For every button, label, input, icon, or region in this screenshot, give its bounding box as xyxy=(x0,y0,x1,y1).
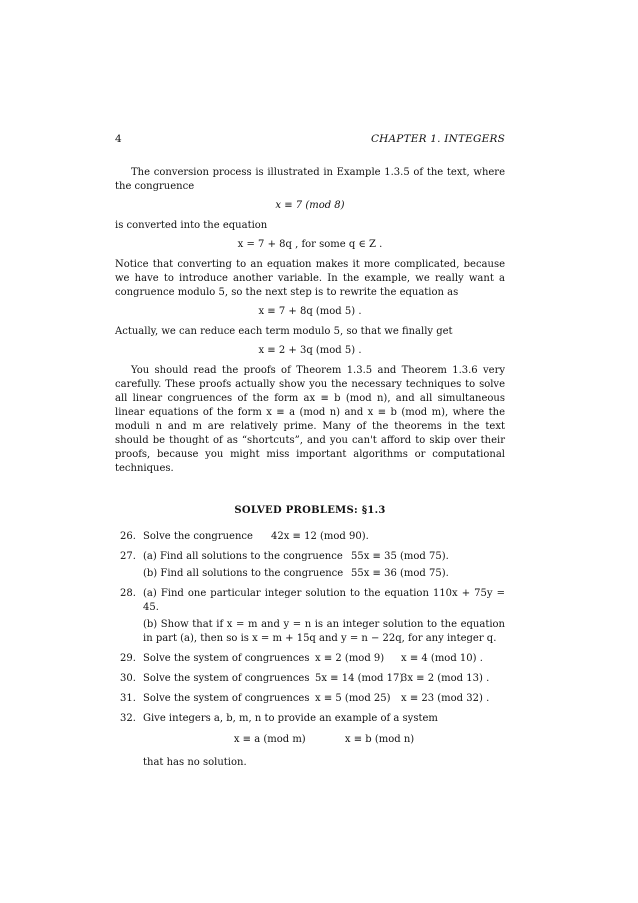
equation-4: x ≡ 2 + 3q (mod 5) . xyxy=(258,345,362,356)
problem-equation-1: x ≡ a (mod m) xyxy=(233,734,306,745)
paragraph-3: Notice that converting to an equation makes it more complicated, because we have to introduce another variable. In the example, we really want a congruence modulo 5, so the next step is to rewrite the equation as xyxy=(115,259,505,298)
problem-equation-2: x ≡ 23 (mod 32) . xyxy=(401,693,490,704)
page xyxy=(115,132,505,776)
problem-number: 30. xyxy=(120,673,136,684)
equation-1: x ≡ 7 (mod 8) xyxy=(275,200,345,211)
problem-text: Give integers a, b, m, n to provide an example of a system xyxy=(143,713,438,724)
problem-equation-2: x ≡ 4 (mod 10) . xyxy=(401,653,483,664)
problem-number: 29. xyxy=(120,653,136,664)
problem-27 xyxy=(115,550,505,581)
problem-text: Solve the system of congruences xyxy=(143,693,310,704)
problem-29 xyxy=(115,652,505,666)
problem-equation-2: x ≡ b (mod n) xyxy=(344,734,415,745)
equation-2: x = 7 + 8q , for some q ∈ Z . xyxy=(237,239,383,250)
problem-30 xyxy=(115,672,505,686)
problem-26 xyxy=(115,530,505,544)
problem-equation-2: 3x ≡ 2 (mod 13) . xyxy=(401,673,490,684)
problem-number: 32. xyxy=(120,713,136,724)
problem-32 xyxy=(115,712,505,770)
running-header xyxy=(115,132,505,146)
problem-text: Solve the system of congruences xyxy=(143,673,310,684)
paragraph-5: You should read the proofs of Theorem 1.3.5 and Theorem 1.3.6 very carefully. These proofs actually show you the necessary techniques to solve all linear congruences of the form ax ≡ b (mod n), and all simultaneous linear equations of the form x ≡ a (mod n) and x ≡ b (mod m), where the moduli n and m are relatively prime. Many of the theorems in the text should be thought of as “shortcuts”, and you can't afford to skip over their proofs, because you might miss important algorithms or computational techniques. xyxy=(115,365,505,474)
problem-text: Solve the congruence xyxy=(143,531,253,542)
problem-text: Solve the system of congruences xyxy=(143,653,310,664)
problem-system xyxy=(143,733,505,747)
problem-number: 26. xyxy=(120,531,136,542)
problem-31 xyxy=(115,692,505,706)
problem-part-a-equation: 55x ≡ 35 (mod 75). xyxy=(351,551,449,562)
problem-equation-1: 5x ≡ 14 (mod 17) xyxy=(315,673,404,684)
paragraph-4: Actually, we can reduce each term modulo 5, so that we finally get xyxy=(115,326,453,337)
problem-equation: 42x ≡ 12 (mod 90). xyxy=(271,531,369,542)
problem-tail-text: that has no solution. xyxy=(143,757,247,768)
problem-part-b-equation: 55x ≡ 36 (mod 75). xyxy=(351,568,449,579)
problem-number: 28. xyxy=(120,588,136,599)
equation-3: x ≡ 7 + 8q (mod 5) . xyxy=(258,306,362,317)
problem-part-b-text: (b) Find all solutions to the congruence xyxy=(143,568,344,579)
problem-part-b-text: (b) Show that if x = m and y = n is an integer solution to the equation in part (a), then so is x = m + 15q and y = n − 22q, for any integer q. xyxy=(143,619,505,644)
paragraph-2: is converted into the equation xyxy=(115,220,268,231)
chapter-title: CHAPTER 1. INTEGERS xyxy=(370,133,505,145)
problem-28 xyxy=(115,587,505,646)
problem-equation-1: x ≡ 5 (mod 25) xyxy=(315,693,391,704)
paragraph-1: The conversion process is illustrated in Example 1.3.5 of the text, where the congruence xyxy=(115,167,505,192)
problem-equation-1: x ≡ 2 (mod 9) xyxy=(315,653,385,664)
page-number: 4 xyxy=(115,133,122,145)
problem-part-a-text: (a) Find one particular integer solution to the equation 110x + 75y = 45. xyxy=(143,588,505,613)
problem-number: 31. xyxy=(120,693,136,704)
problem-number: 27. xyxy=(120,551,136,562)
section-title: SOLVED PROBLEMS: §1.3 xyxy=(234,505,386,516)
problem-part-a-text: (a) Find all solutions to the congruence xyxy=(143,551,343,562)
